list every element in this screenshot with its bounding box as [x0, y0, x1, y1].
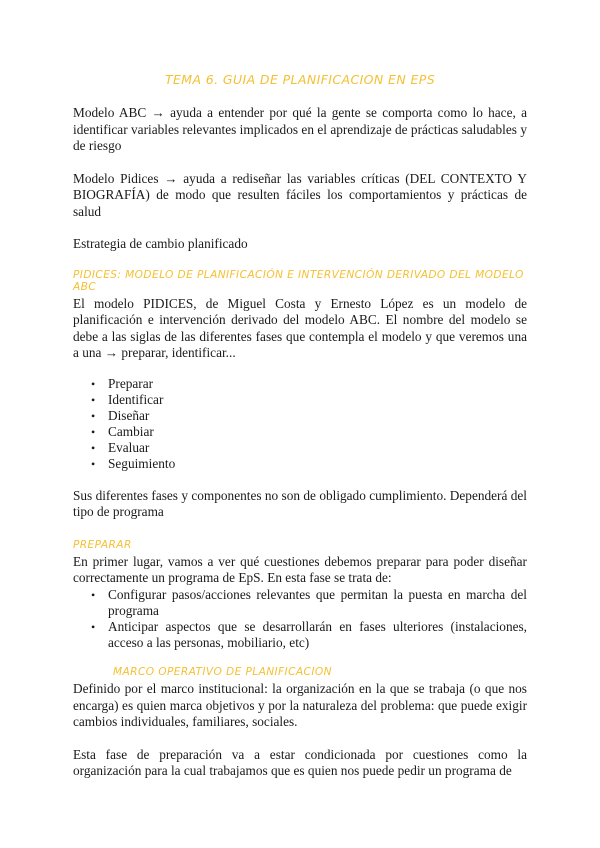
pidices-description: El modelo PIDICES, de Miguel Costa y Ernesto López es un modelo de planificación e intervención derivado del modelo ABC. El nombre del modelo se debe a las siglas de las diferentes fases que contempla el modelo y que veremos una a una → preparar, identificar...: [73, 295, 527, 360]
list-item: • Diseñar: [108, 408, 527, 424]
list-item: • Cambiar: [108, 424, 527, 440]
list-item: • Evaluar: [108, 440, 527, 456]
marco-paragraph-2: Esta fase de preparación va a estar condicionada por cuestiones como la organización para la cual trabajamos que es quien nos puede pedir un programa de: [73, 746, 527, 779]
phases-list: [73, 376, 527, 472]
strategy-paragraph: Estrategia de cambio planificado: [73, 236, 248, 251]
list-item: • Identificar: [108, 392, 527, 408]
preparar-paragraph: En primer lugar, vamos a ver qué cuestiones debemos preparar para poder diseñar correctamente un programa de EpS. En esta fase se trata de:: [73, 553, 527, 585]
list-item: • Configurar pasos/acciones relevantes que permitan la puesta en marcha del programa: [108, 587, 527, 619]
abc-model-paragraph: Modelo ABC → ayuda a entender por qué la gente se comporta como lo hace, a identificar variables relevantes implicados en el aprendizaje de prácticas saludables y de riesgo: [73, 105, 527, 153]
preparar-heading: PREPARAR: [73, 538, 132, 551]
list-item: • Preparar: [108, 376, 527, 392]
document-title: TEMA 6. GUIA DE PLANIFICACION EN EPS: [164, 72, 436, 87]
document-page: [73, 68, 527, 780]
list-item: • Anticipar aspectos que se desarrollarán en fases ulteriores (instalaciones, acceso a las personas, mobiliario, etc): [108, 619, 527, 651]
marco-paragraph-1: Definido por el marco institucional: la organización en la que se trabaja (o que nos encarga) es quien marca objetivos y por la naturaleza del problema: que puede exigir cambios individuales, familiares, sociales.: [73, 681, 527, 730]
pidices-model-paragraph: Modelo Pidices → ayuda a rediseñar las variables críticas (DEL CONTEXTO Y BIOGRAFÍA) de modo que resulten fáciles los comportamientos y prácticas de salud: [73, 170, 527, 219]
marco-operativo-heading: MARCO OPERATIVO DE PLANIFICACION: [113, 666, 332, 679]
preparar-list: [73, 587, 527, 652]
pidices-heading: PIDICES: MODELO DE PLANIFICACIÓN E INTERVENCIÓN DERIVADO DEL MODELO ABC: [73, 268, 524, 293]
list-item: • Seguimiento: [108, 456, 527, 472]
phases-note: Sus diferentes fases y componentes no son de obligado cumplimiento. Dependerá del tipo de programa: [73, 487, 527, 519]
